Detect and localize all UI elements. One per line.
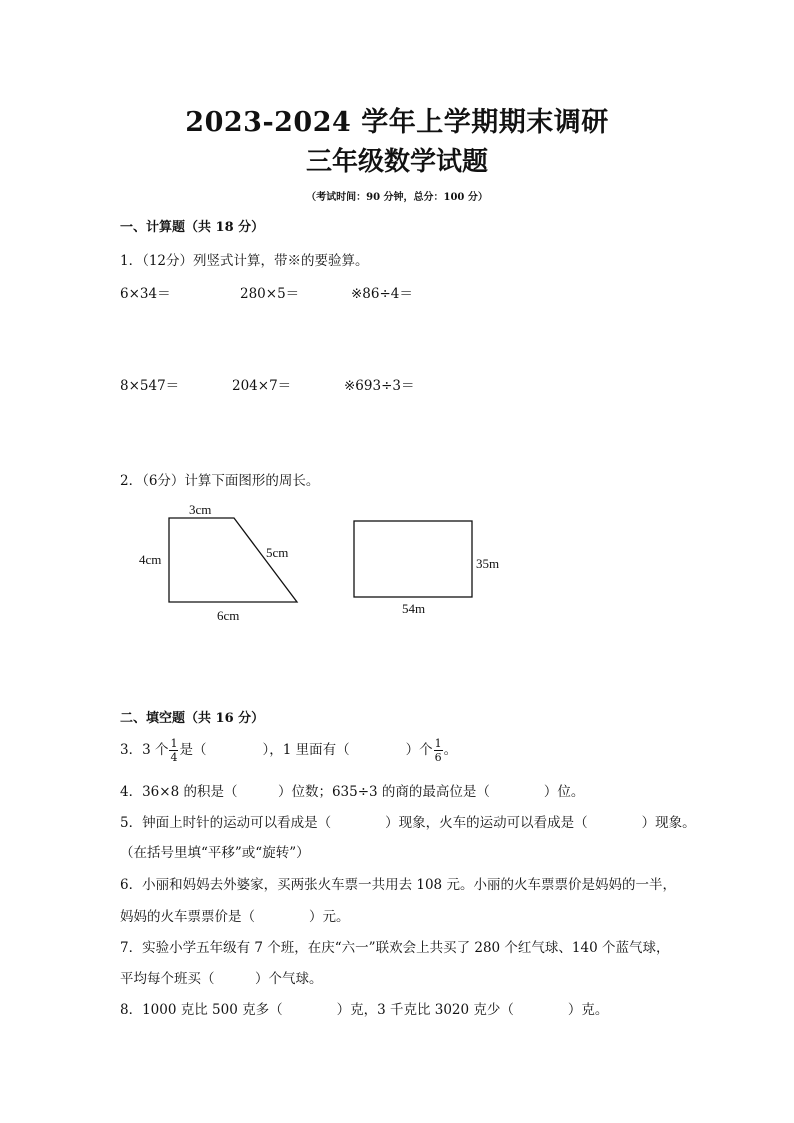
exam-note: （考试时间：90 分钟，总分：100 分） [306, 192, 488, 203]
q1-calc-2: 280×5＝ [240, 286, 300, 302]
q1-prompt: 1．（12分）列竖式计算，带※的要验算。 [120, 253, 369, 269]
q4-line: 4．36×8 的积是（ ）位数；635÷3 的商的最高位是（ ）位。 [120, 784, 585, 800]
q3-text-4: ）个 [405, 742, 433, 758]
q2-prompt: 2．（6分）计算下面图形的周长。 [120, 473, 320, 489]
q5-line-2: （在括号里填“平移”或“旋转”） [120, 845, 310, 861]
exam-subtitle: 三年级数学试题 [305, 147, 488, 177]
q6-line-1: 6．小丽和妈妈去外婆家，买两张火车票一共用去 108 元。小丽的火车票票价是妈妈的一半， [120, 877, 676, 893]
q3-text-5: 。 [443, 742, 458, 758]
q1-calc-6: ※693÷3＝ [344, 378, 415, 394]
section2-heading: 二、填空题（共 16 分） [120, 711, 265, 726]
exam-title: 2023-2024 学年上学期期末调研 [185, 107, 609, 138]
q1-calc-5: 204×7＝ [232, 378, 292, 394]
q7-line-2: 平均每个班买（ ）个气球。 [120, 971, 323, 987]
q7-line-1: 7．实验小学五年级有 7 个班，在庆“六一”联欢会上共买了 280 个红气球、140 个蓝气球， [120, 940, 670, 956]
q5-line-1: 5．钟面上时针的运动可以看成是（ ）现象，火车的运动可以看成是（ ）现象。 [120, 815, 696, 831]
q3-text-3: ），1 里面有（ [262, 742, 350, 758]
rectangle-bottom-label: 54m [402, 601, 426, 616]
q1-calc-4: 8×547＝ [120, 378, 180, 394]
section1-heading: 一、计算题（共 18 分） [120, 220, 265, 235]
trapezoid-slant-label: 5cm [266, 545, 289, 560]
rectangle-figure [354, 521, 499, 616]
q1-calc-1: 6×34＝ [120, 286, 171, 302]
fraction-one-sixth: $\frac{1}{6}$ [434, 737, 442, 764]
q3-line [120, 736, 457, 764]
q3-text-2: 是（ [179, 742, 207, 758]
rectangle-right-label: 35m [476, 556, 500, 571]
q1-calc-3: ※86÷4＝ [351, 286, 413, 302]
trapezoid-left-label: 4cm [139, 552, 162, 567]
trapezoid-figure [139, 502, 297, 623]
q6-line-2: 妈妈的火车票票价是（ ）元。 [120, 909, 350, 925]
q8-line: 8．1000 克比 500 克多（ ）克，3 千克比 3020 克少（ ）克。 [120, 1002, 609, 1018]
trapezoid-bottom-label: 6cm [217, 608, 240, 623]
fraction-one-quarter: $\frac{1}{4}$ [170, 737, 178, 764]
q3-text-1: 3．3 个 [120, 742, 169, 758]
trapezoid-top-label: 3cm [189, 502, 212, 517]
